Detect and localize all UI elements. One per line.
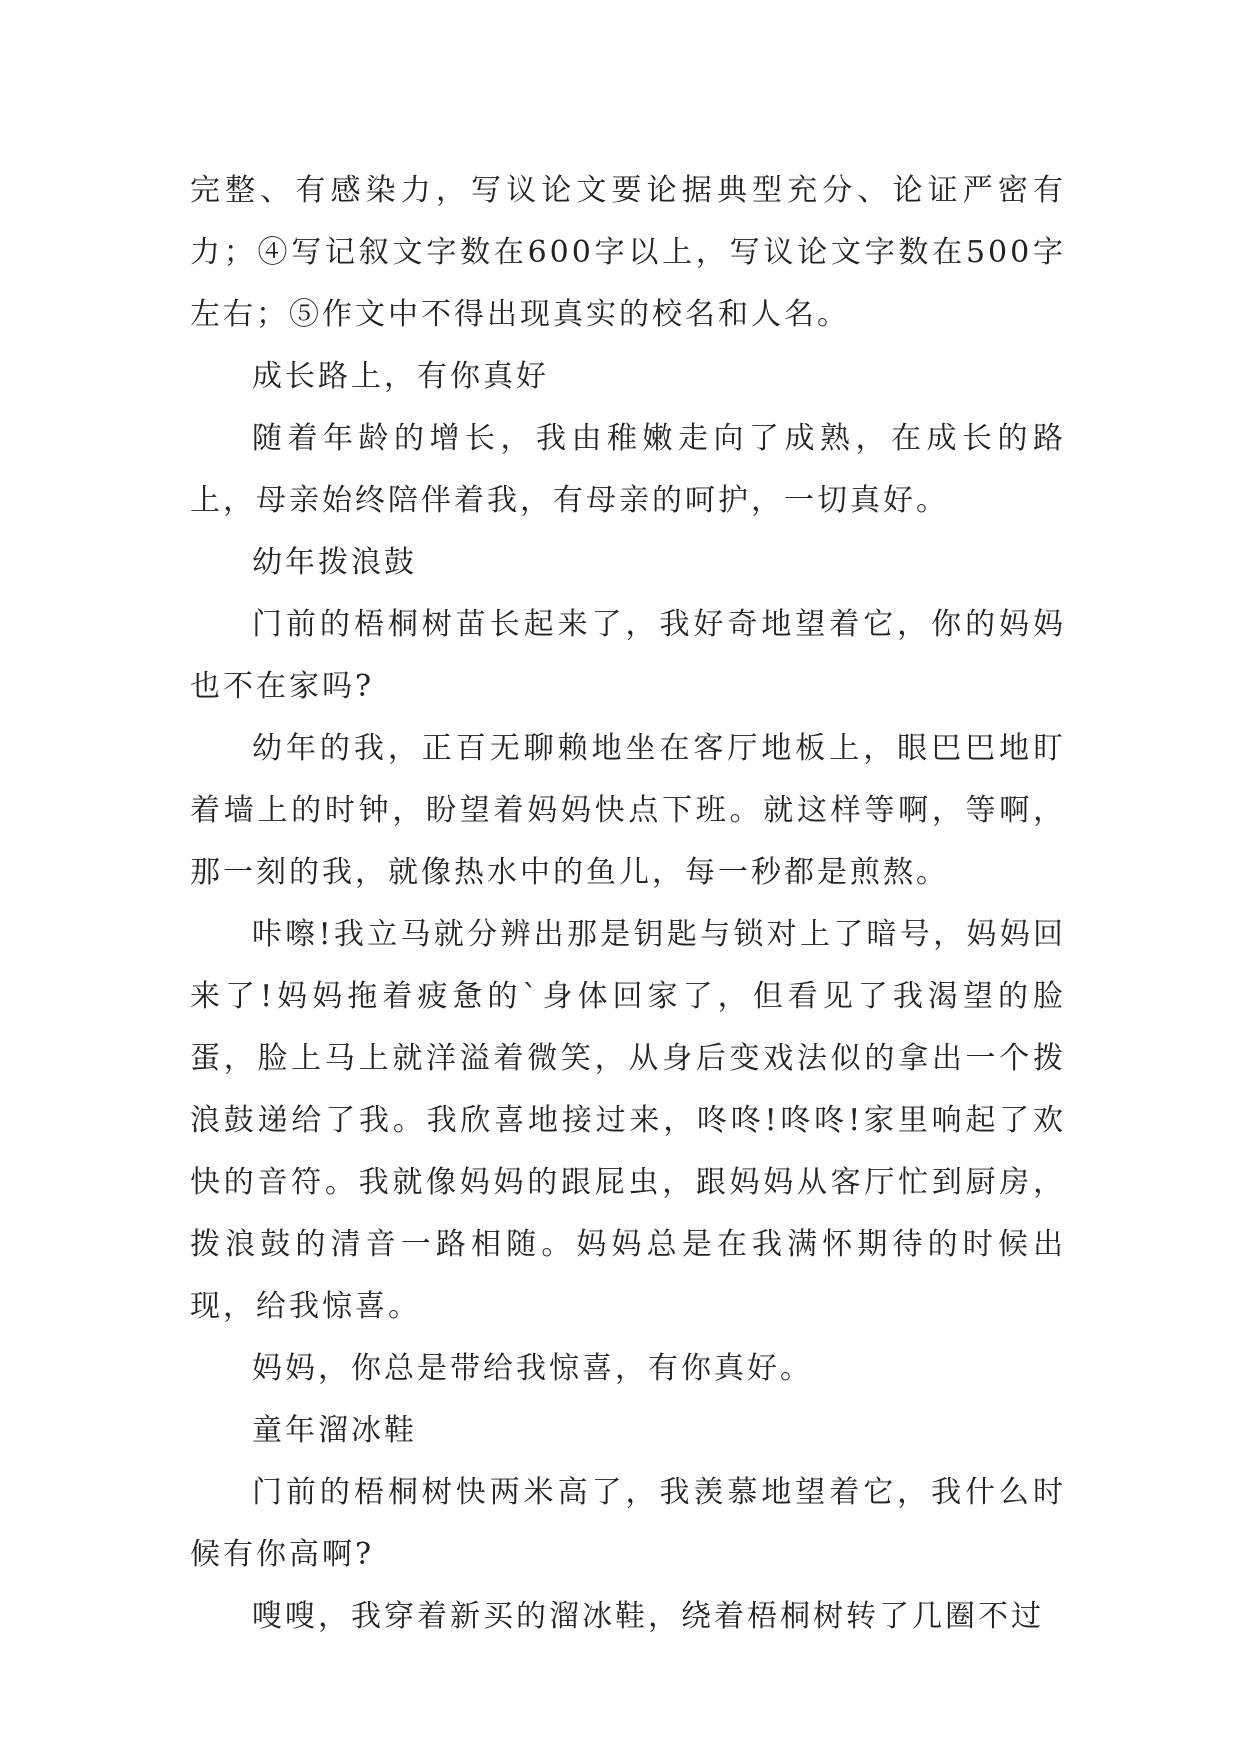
- paragraph-intro: 随着年龄的增长，我由稚嫩走向了成熟，在成长的路上，母亲始终陪伴着我，有母亲的呵护，一切真好。: [190, 421, 1066, 518]
- paragraph-surprise: 妈妈，你总是带给我惊喜，有你真好。: [252, 1351, 813, 1386]
- paragraph-waiting: 幼年的我，正百无聊赖地坐在客厅地板上，眼巴巴地盯着墙上的时钟，盼望着妈妈快点下班。就这样等啊，等啊，那一刻的我，就像热水中的鱼儿，每一秒都是煎熬。: [190, 731, 1066, 890]
- essay-title: 成长路上，有你真好: [252, 359, 549, 394]
- paragraph-mother-returns: 咔嚓!我立马就分辨出那是钥匙与锁对上了暗号，妈妈回来了!妈妈拖着疲惫的`身体回家了，但看见了我渴望的脸蛋，脸上马上就洋溢着微笑，从身后变戏法似的拿出一个拨浪鼓递给了我。我欣喜地接过来，咚咚!咚咚!家里响起了欢快的音符。我就像妈妈的跟屁虫，跟妈妈从客厅忙到厨房，拨浪鼓的清音一路相随。妈妈总是在我满怀期待的时候出现，给我惊喜。: [190, 917, 1066, 1324]
- document-page: [190, 160, 1066, 1648]
- section-heading-roller-skates: 童年溜冰鞋: [252, 1413, 417, 1448]
- section-heading-rattle-drum: 幼年拨浪鼓: [252, 545, 417, 580]
- paragraph-tree-two-meters: 门前的梧桐树快两米高了，我羡慕地望着它，我什么时候有你高啊?: [190, 1475, 1066, 1572]
- paragraph-skating: 嗖嗖，我穿着新买的溜冰鞋，绕着梧桐树转了几圈不过: [252, 1599, 1044, 1634]
- paragraph-tree-sapling: 门前的梧桐树苗长起来了，我好奇地望着它，你的妈妈也不在家吗?: [190, 607, 1066, 704]
- paragraph-requirements: 完整、有感染力，写议论文要论据典型充分、论证严密有力；④写记叙文字数在600字以上，写议论文字数在500字左右；⑤作文中不得出现真实的校名和人名。: [190, 173, 1066, 332]
